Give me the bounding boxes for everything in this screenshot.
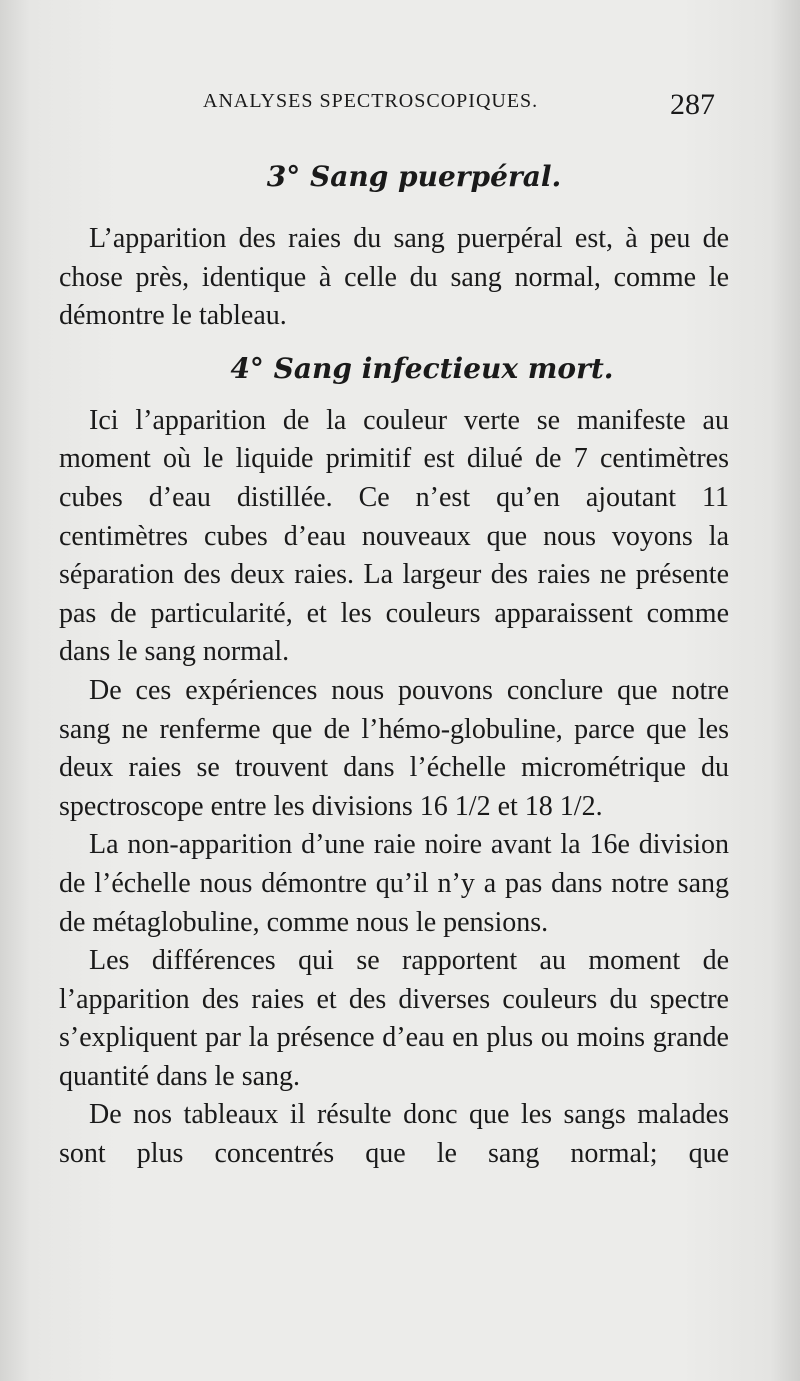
page-number: 287 xyxy=(670,88,715,121)
body-text xyxy=(59,158,729,1174)
paragraph: De nos tableaux il résulte donc que les sangs malades sont plus concentrés que le sang normal; que xyxy=(59,1099,729,1170)
paragraph: L’apparition des raies du sang puerpéral est, à peu de chose près, identique à celle du sang normal, comme le démontre le tableau. xyxy=(59,223,729,332)
section-heading-sang-puerperal: 3° Sang puerpéral. xyxy=(266,160,562,193)
running-header xyxy=(0,88,800,128)
section-heading-sang-infectieux: 4° Sang infectieux mort. xyxy=(230,351,614,385)
paragraph: De ces expériences nous pouvons conclure que notre sang ne renferme que de l’hémo-globuline, parce que les deux raies se trouvent dans l’échelle micrométrique du spectroscope entre les divisions 16 1/2 et 18 1/2. xyxy=(59,674,729,822)
running-title: ANALYSES SPECTROSCOPIQUES. xyxy=(203,90,539,112)
paragraph: La non-apparition d’une raie noire avant la 16e division de l’échelle nous démontre qu’il n’y a pas dans notre sang de métaglobuline, comme nous le pensions. xyxy=(59,829,729,938)
paragraph: Les différences qui se rapportent au moment de l’apparition des raies et des diverses couleurs du spectre s’expliquent par la présence d’eau en plus ou moins grande quantité dans le sang. xyxy=(59,945,729,1092)
paragraph: Ici l’apparition de la couleur verte se manifeste au moment où le liquide primitif est dilué de 7 centimètres cubes d’eau distillée. Ce n’est qu’en ajoutant 11 centimètres cubes d’eau nouveaux que nous voyons la séparation des deux raies. La largeur des raies ne présente pas de particularité, et les couleurs apparaissent comme dans le sang normal. xyxy=(59,404,729,668)
